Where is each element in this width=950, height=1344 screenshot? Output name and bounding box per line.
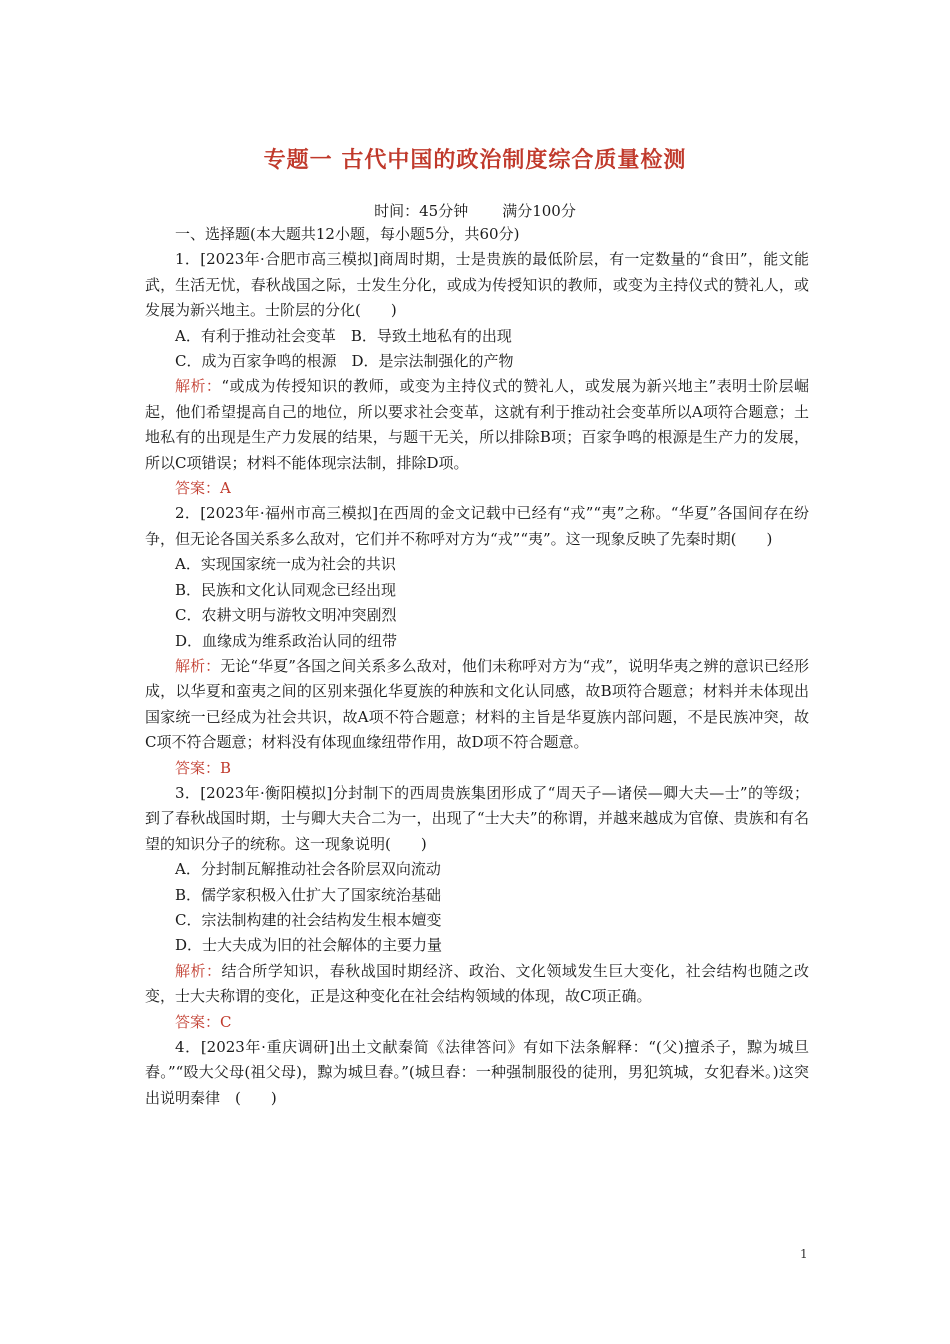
question-2-analysis — [145, 654, 809, 756]
full-score: 满分100分 — [502, 202, 576, 220]
analysis-text: 结合所学知识，春秋战国时期经济、政治、文化领域发生巨大变化，社会结构也随之改变，士大夫称谓的变化，正是这种变化在社会结构领域的体现，故C项正确。 — [145, 961, 809, 1006]
question-body — [145, 222, 809, 1111]
page-title: 专题一 古代中国的政治制度综合质量检测 — [263, 148, 687, 173]
time-limit: 时间：45分钟 — [374, 202, 469, 220]
question-3-option-c: C．宗法制构建的社会结构发生根本嬗变 — [175, 910, 442, 929]
exam-info — [0, 200, 950, 221]
question-3-option-b: B．儒学家积极入仕扩大了国家统治基础 — [175, 885, 442, 904]
page-number: 1 — [800, 1247, 808, 1261]
question-2-answer: 答案：B — [175, 758, 232, 777]
question-1-options-row-1: A．有利于推动社会变革 B．导致土地私有的出现 — [175, 326, 512, 345]
question-1-stem: 1．[2023年·合肥市高三模拟]商周时期，士是贵族的最低阶层，有一定数量的“食田”，能文能武，生活无忧，春秋战国之际，士发生分化，或成为传授知识的教师，或变为主持仪式的赞礼人，或发展为新兴地主。士阶层的分化( ) — [145, 250, 809, 320]
analysis-label: 解析： — [175, 656, 221, 675]
section-heading: 一、选择题(本大题共12小题，每小题5分，共60分) — [175, 225, 520, 243]
question-2-option-b: B．民族和文化认同观念已经出现 — [175, 580, 397, 599]
question-2-option-c: C．农耕文明与游牧文明冲突剧烈 — [175, 606, 397, 625]
question-2-option-d: D．血缘成为维系政治认同的纽带 — [175, 631, 398, 650]
question-1-analysis — [145, 374, 809, 476]
question-3-answer: 答案：C — [175, 1012, 232, 1031]
question-1-answer: 答案：A — [175, 479, 231, 498]
question-4-stem: 4．[2023年·重庆调研]出土文献秦简《法律答问》有如下法条解释：“(父)擅杀子，黥为城旦舂。”“殴大父母(祖父母)，黥为城旦舂。”(城旦舂：一种强制服役的徒刑，男犯筑城，女犯舂米。)这突出说明秦律 ( ) — [145, 1038, 809, 1107]
analysis-text: “或成为传授知识的教师，或变为主持仪式的赞礼人，或发展为新兴地主”表明士阶层崛起，他们希望提高自己的地位，所以要求社会变革，这就有利于推动社会变革所以A项符合题意；土地私有的出现是生产力发展的结果，与题干无关，所以排除B项；百家争鸣的根源是生产力的发展，所以C项错误；材料不能体现宗法制，排除D项。 — [145, 377, 809, 472]
question-3-stem: 3．[2023年·衡阳模拟]分封制下的西周贵族集团形成了“周天子—诸侯—卿大夫—士”的等级；到了春秋战国时期，士与卿大夫合二为一，出现了“士大夫”的称谓，并越来越成为官僚、贵族和有名望的知识分子的统称。这一现象说明( ) — [145, 783, 809, 853]
analysis-label: 解析： — [175, 961, 222, 980]
question-3-option-a: A．分封制瓦解推动社会各阶层双向流动 — [175, 860, 441, 879]
analysis-text: 无论“华夏”各国之间关系多么敌对，他们未称呼对方为“戎”，说明华夷之辨的意识已经形成，以华夏和蛮夷之间的区别来强化华夏族的种族和文化认同感，故B项符合题意；材料并未体现出国家统一已经成为社会共识，故A项不符合题意；材料的主旨是华夏族内部问题，不是民族冲突，故C项不符合题意；材料没有体现血缘纽带作用，故D项不符合题意。 — [145, 656, 809, 752]
analysis-label: 解析： — [175, 377, 222, 396]
question-2-option-a: A．实现国家统一成为社会的共识 — [175, 555, 396, 574]
question-3-analysis — [145, 959, 809, 1010]
question-1-options-row-2: C．成为百家争鸣的根源 D．是宗法制强化的产物 — [175, 352, 514, 371]
question-3-option-d: D．士大夫成为旧的社会解体的主要力量 — [175, 936, 443, 955]
question-2-stem: 2．[2023年·福州市高三模拟]在西周的金文记载中已经有“戎”“夷”之称。“华夏”各国间存在纷争，但无论各国关系多么敌对，它们并不称呼对方为“戎”“夷”。这一现象反映了先秦时期( ) — [145, 504, 809, 548]
